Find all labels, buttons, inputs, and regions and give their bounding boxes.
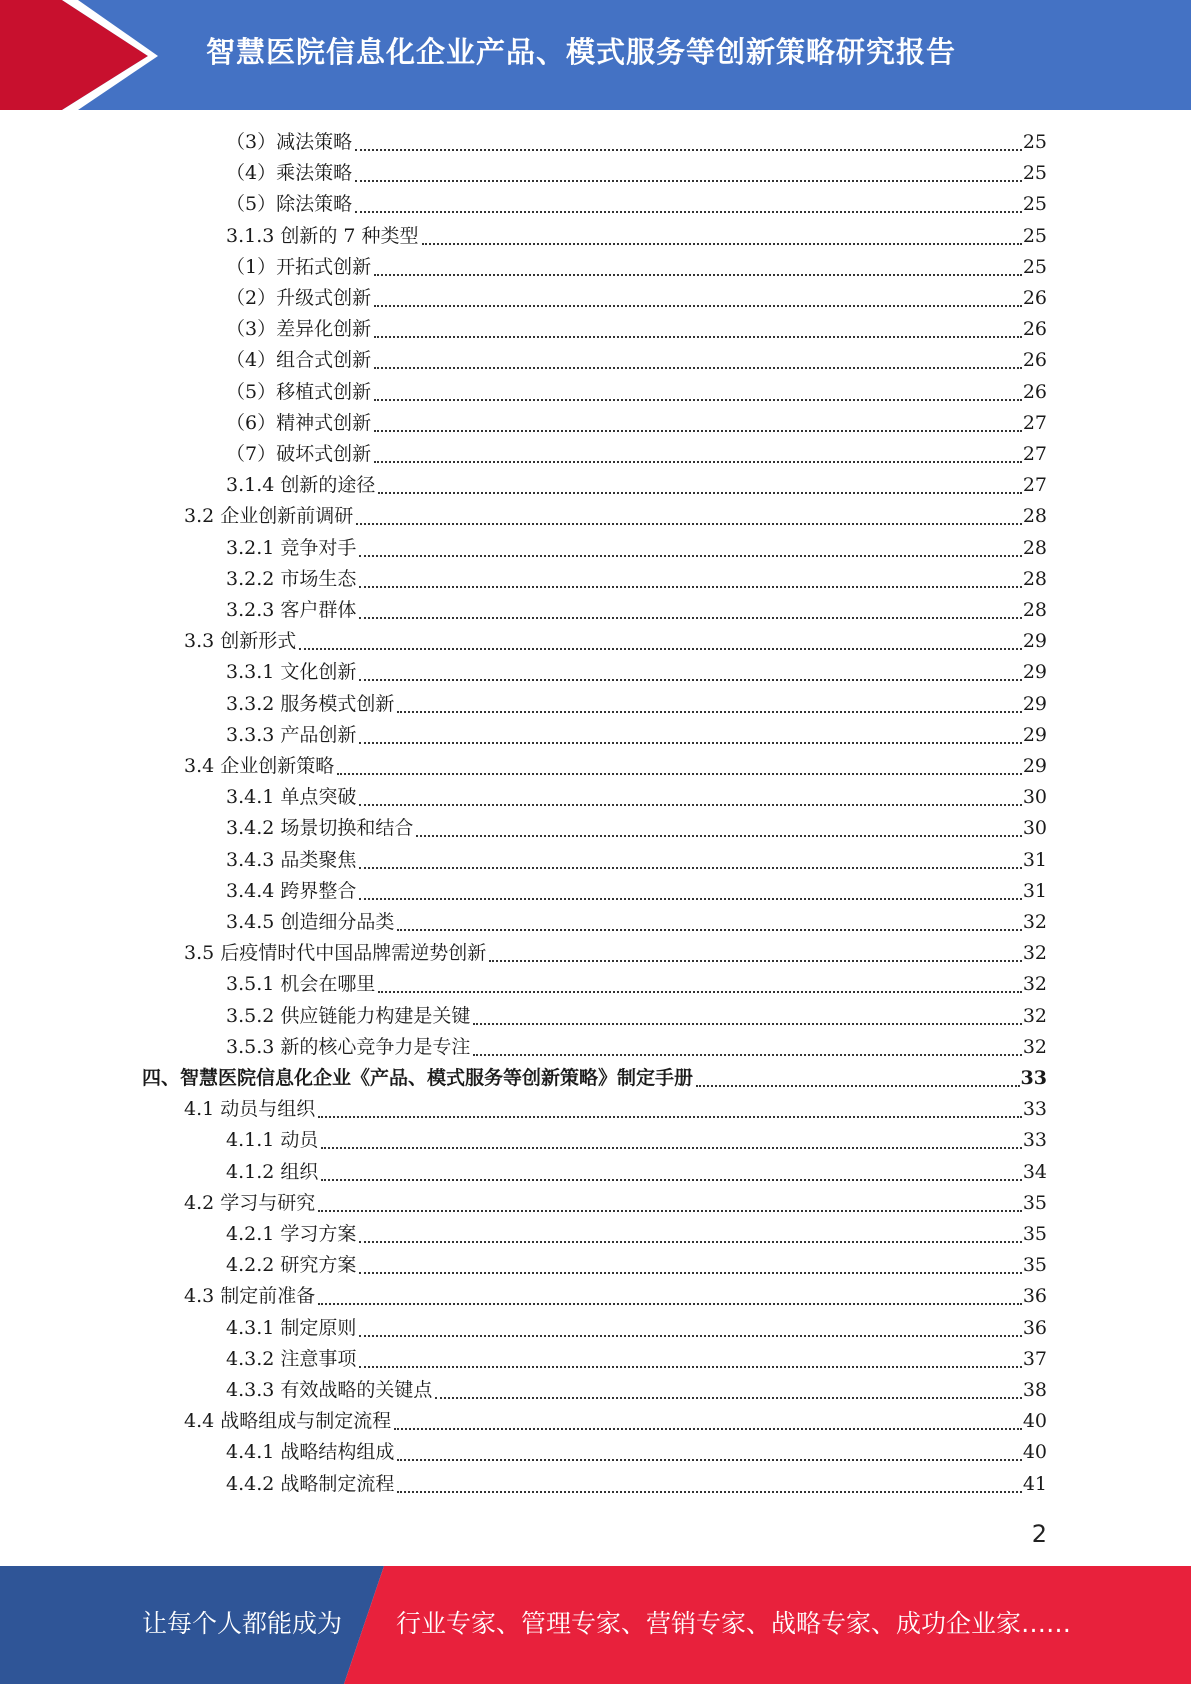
toc-entry-label: 3.5.2 供应链能力构建是关键 bbox=[226, 1004, 471, 1027]
toc-entry-label: 3.4.5 创造细分品类 bbox=[226, 911, 395, 933]
toc-entry-page: 30 bbox=[1022, 786, 1047, 809]
toc-entry[interactable] bbox=[184, 751, 1047, 782]
toc-dot-leader bbox=[422, 242, 1022, 245]
toc-entry[interactable] bbox=[226, 377, 1047, 408]
toc-dot-leader bbox=[416, 834, 1021, 837]
toc-entry-label: 3.4.3 品类聚焦 bbox=[226, 848, 357, 871]
toc-entry-label: 3.2.2 市场生态 bbox=[226, 567, 357, 590]
toc-entry-label: （3）差异化创新 bbox=[226, 318, 372, 341]
toc-entry-page: 29 bbox=[1022, 692, 1047, 715]
toc-entry-label: 3.2.3 客户群体 bbox=[226, 599, 357, 621]
toc-dot-leader bbox=[359, 554, 1021, 557]
toc-entry-label: 4.1.2 组织 bbox=[226, 1160, 319, 1183]
toc-entry-label: 4.4.1 战略结构组成 bbox=[226, 1441, 395, 1464]
toc-entry-label: （3）减法策略 bbox=[226, 131, 353, 153]
toc-entry-page: 31 bbox=[1022, 848, 1047, 871]
toc-entry-label: （5）除法策略 bbox=[226, 193, 353, 216]
toc-entry[interactable] bbox=[184, 938, 1047, 969]
toc-dot-leader bbox=[473, 1022, 1021, 1025]
toc-entry[interactable] bbox=[226, 127, 1047, 158]
toc-entry[interactable] bbox=[226, 221, 1047, 252]
toc-entry-label: 3.5.1 机会在哪里 bbox=[226, 973, 376, 996]
toc-entry[interactable] bbox=[226, 189, 1047, 220]
toc-dot-leader bbox=[359, 741, 1021, 744]
toc-dot-leader bbox=[318, 1209, 1022, 1212]
toc-entry[interactable] bbox=[226, 533, 1047, 564]
toc-dot-leader bbox=[355, 210, 1022, 213]
toc-entry-page: 32 bbox=[1022, 942, 1047, 965]
page-header bbox=[0, 0, 1191, 110]
toc-entry-page: 32 bbox=[1022, 1035, 1047, 1058]
toc-entry-label: 4.4.2 战略制定流程 bbox=[226, 1472, 395, 1495]
toc-entry-page: 25 bbox=[1022, 162, 1047, 185]
toc-entry[interactable] bbox=[226, 1157, 1047, 1188]
toc-dot-leader bbox=[397, 710, 1021, 713]
toc-dot-leader bbox=[359, 803, 1021, 806]
toc-entry-label: 4.3 制定前准备 bbox=[184, 1285, 316, 1308]
toc-entry[interactable] bbox=[226, 595, 1047, 626]
toc-entry-label: 3.1.4 创新的途径 bbox=[226, 474, 376, 497]
toc-entry-label: 4.2.2 研究方案 bbox=[226, 1254, 357, 1277]
toc-dot-leader bbox=[359, 678, 1021, 681]
toc-entry[interactable] bbox=[226, 283, 1047, 314]
toc-dot-leader bbox=[337, 772, 1022, 775]
toc-entry-page: 40 bbox=[1022, 1441, 1047, 1464]
toc-entry-page: 32 bbox=[1022, 911, 1047, 933]
toc-dot-leader bbox=[359, 1271, 1021, 1274]
toc-entry[interactable] bbox=[226, 1313, 1047, 1344]
toc-entry-page: 29 bbox=[1022, 630, 1047, 653]
toc-entry-label: 3.2 企业创新前调研 bbox=[184, 505, 354, 528]
toc-entry-label: 3.3 创新形式 bbox=[184, 630, 297, 653]
toc-entry-label: 四、智慧医院信息化企业《产品、模式服务等创新策略》制定手册 bbox=[142, 1067, 694, 1089]
toc-entry-label: 3.3.2 服务模式创新 bbox=[226, 692, 395, 715]
toc-dot-leader bbox=[696, 1084, 1020, 1087]
toc-dot-leader bbox=[359, 897, 1021, 900]
toc-entry-page: 26 bbox=[1022, 380, 1047, 403]
toc-entry-label: 3.3.1 文化创新 bbox=[226, 661, 357, 684]
toc-entry-page: 29 bbox=[1022, 723, 1047, 746]
toc-entry-page: 36 bbox=[1022, 1285, 1047, 1308]
toc-entry-label: 4.2.1 学习方案 bbox=[226, 1223, 357, 1245]
toc-entry-label: 4.2 学习与研究 bbox=[184, 1191, 316, 1214]
toc-entry-label: 3.3.3 产品创新 bbox=[226, 723, 357, 746]
toc-entry[interactable] bbox=[226, 907, 1047, 938]
toc-entry-label: （7）破坏式创新 bbox=[226, 443, 372, 465]
toc-entry[interactable] bbox=[226, 408, 1047, 439]
toc-entry-label: （6）精神式创新 bbox=[226, 411, 372, 434]
toc-entry-page: 25 bbox=[1022, 131, 1047, 153]
toc-entry-label: 3.4.2 场景切换和结合 bbox=[226, 817, 414, 840]
toc-entry-page: 25 bbox=[1022, 224, 1047, 247]
toc-entry-page: 32 bbox=[1022, 973, 1047, 996]
footer-slogan-right: 行业专家、管理专家、营销专家、战略专家、成功企业家…… bbox=[396, 1609, 1072, 1638]
toc-entry[interactable] bbox=[226, 845, 1047, 876]
toc-dot-leader bbox=[299, 647, 1022, 650]
toc-dot-leader bbox=[318, 1302, 1022, 1305]
toc-entry-label: 4.1.1 动员 bbox=[226, 1129, 319, 1152]
toc-entry-page: 38 bbox=[1022, 1379, 1047, 1401]
footer-slogan-left: 让每个人都能成为 bbox=[142, 1609, 343, 1638]
toc-entry[interactable] bbox=[226, 720, 1047, 751]
toc-entry[interactable] bbox=[226, 1469, 1047, 1500]
toc-entry-page: 40 bbox=[1022, 1410, 1047, 1433]
toc-entry-label: 4.3.3 有效战略的关键点 bbox=[226, 1379, 433, 1401]
toc-entry-label: 3.2.1 竞争对手 bbox=[226, 536, 357, 559]
toc-dot-leader bbox=[374, 398, 1022, 401]
page-footer bbox=[0, 1566, 1191, 1684]
toc-dot-leader bbox=[321, 1146, 1021, 1149]
toc-dot-leader bbox=[374, 273, 1022, 276]
toc-entry-page: 28 bbox=[1022, 567, 1047, 590]
toc-entry-page: 28 bbox=[1022, 505, 1047, 528]
toc-entry-page: 27 bbox=[1022, 443, 1047, 465]
toc-dot-leader bbox=[397, 1458, 1021, 1461]
toc-entry-label: 4.3.2 注意事项 bbox=[226, 1347, 357, 1370]
toc-entry-page: 35 bbox=[1022, 1223, 1047, 1245]
toc-entry[interactable] bbox=[184, 1188, 1047, 1219]
toc-entry-label: 3.4.4 跨界整合 bbox=[226, 879, 357, 902]
toc-entry[interactable] bbox=[184, 626, 1047, 657]
document-title: 智慧医院信息化企业产品、模式服务等创新策略研究报告 bbox=[206, 35, 957, 69]
toc-entry-page: 29 bbox=[1022, 661, 1047, 684]
toc-entry[interactable] bbox=[184, 1094, 1047, 1125]
toc-entry-label: （2）升级式创新 bbox=[226, 287, 372, 309]
toc-entry[interactable] bbox=[184, 1406, 1047, 1437]
toc-dot-leader bbox=[489, 959, 1022, 962]
toc-entry-page: 33 bbox=[1022, 1098, 1047, 1121]
toc-dot-leader bbox=[374, 304, 1022, 307]
toc-dot-leader bbox=[397, 928, 1021, 931]
toc-entry-page: 33 bbox=[1020, 1067, 1047, 1089]
toc-dot-leader bbox=[359, 1334, 1021, 1337]
toc-entry[interactable] bbox=[226, 564, 1047, 595]
toc-entry-page: 34 bbox=[1022, 1160, 1047, 1183]
toc-entry[interactable] bbox=[226, 158, 1047, 189]
toc-entry[interactable] bbox=[226, 314, 1047, 345]
toc-dot-leader bbox=[378, 491, 1021, 494]
toc-entry-page: 28 bbox=[1022, 599, 1047, 621]
toc-entry-page: 36 bbox=[1022, 1316, 1047, 1339]
toc-entry[interactable] bbox=[226, 1344, 1047, 1375]
toc-entry-page: 37 bbox=[1022, 1347, 1047, 1370]
toc-entry[interactable] bbox=[226, 1001, 1047, 1032]
toc-entry-label: （4）乘法策略 bbox=[226, 162, 353, 185]
toc-dot-leader bbox=[473, 1053, 1021, 1056]
toc-entry-label: 4.1 动员与组织 bbox=[184, 1098, 316, 1121]
page-number: 2 bbox=[1031, 1520, 1047, 1548]
toc-entry-page: 35 bbox=[1022, 1191, 1047, 1214]
toc-entry[interactable] bbox=[226, 813, 1047, 844]
toc-entry[interactable] bbox=[142, 1063, 1047, 1094]
toc-dot-leader bbox=[374, 366, 1022, 369]
toc-dot-leader bbox=[359, 1240, 1021, 1243]
toc-entry-page: 26 bbox=[1022, 318, 1047, 341]
toc-entry-page: 27 bbox=[1022, 474, 1047, 497]
toc-entry-label: 4.3.1 制定原则 bbox=[226, 1316, 357, 1339]
toc-dot-leader bbox=[359, 866, 1021, 869]
toc-entry[interactable] bbox=[226, 439, 1047, 470]
toc-entry-page: 25 bbox=[1022, 193, 1047, 216]
toc-dot-leader bbox=[356, 522, 1022, 525]
toc-dot-leader bbox=[397, 1490, 1021, 1493]
toc-entry[interactable] bbox=[226, 1032, 1047, 1063]
toc-dot-leader bbox=[359, 616, 1021, 619]
toc-entry-label: （1）开拓式创新 bbox=[226, 255, 372, 278]
toc-dot-leader bbox=[374, 460, 1022, 463]
toc-entry-page: 27 bbox=[1022, 411, 1047, 434]
toc-entry[interactable] bbox=[226, 1125, 1047, 1156]
toc-entry-page: 28 bbox=[1022, 536, 1047, 559]
toc-dot-leader bbox=[394, 1427, 1022, 1430]
toc-entry[interactable] bbox=[226, 1375, 1047, 1406]
toc-entry[interactable] bbox=[226, 657, 1047, 688]
toc-dot-leader bbox=[355, 148, 1022, 151]
toc-entry[interactable] bbox=[226, 782, 1047, 813]
toc-dot-leader bbox=[359, 585, 1021, 588]
toc-dot-leader bbox=[435, 1396, 1021, 1399]
toc-entry[interactable] bbox=[226, 876, 1047, 907]
toc-entry-page: 26 bbox=[1022, 349, 1047, 372]
toc-entry-page: 30 bbox=[1022, 817, 1047, 840]
toc-entry[interactable] bbox=[226, 1219, 1047, 1250]
toc-entry[interactable] bbox=[226, 252, 1047, 283]
toc-entry-page: 33 bbox=[1022, 1129, 1047, 1152]
toc-dot-leader bbox=[318, 1115, 1022, 1118]
toc-dot-leader bbox=[321, 1178, 1021, 1181]
toc-entry-label: 3.4.1 单点突破 bbox=[226, 786, 357, 809]
toc-entry[interactable] bbox=[226, 1437, 1047, 1468]
toc-dot-leader bbox=[359, 1365, 1021, 1368]
toc-entry-page: 26 bbox=[1022, 287, 1047, 309]
toc-entry-page: 31 bbox=[1022, 879, 1047, 902]
toc-entry[interactable] bbox=[226, 345, 1047, 376]
toc-entry[interactable] bbox=[184, 501, 1047, 532]
toc-entry-page: 29 bbox=[1022, 755, 1047, 777]
toc-entry-page: 41 bbox=[1022, 1472, 1047, 1495]
toc-entry-label: 3.5 后疫情时代中国品牌需逆势创新 bbox=[184, 942, 487, 965]
toc-entry-label: 4.4 战略组成与制定流程 bbox=[184, 1410, 392, 1433]
toc-entry[interactable] bbox=[226, 470, 1047, 501]
toc-dot-leader bbox=[378, 990, 1021, 993]
toc-entry-label: （4）组合式创新 bbox=[226, 349, 372, 372]
toc-entry[interactable] bbox=[226, 969, 1047, 1000]
toc-entry[interactable] bbox=[226, 689, 1047, 720]
toc-entry-label: 3.1.3 创新的 7 种类型 bbox=[226, 224, 419, 247]
toc-entry-page: 25 bbox=[1022, 255, 1047, 278]
toc-entry-label: 3.4 企业创新策略 bbox=[184, 755, 335, 777]
toc-entry-label: （5）移植式创新 bbox=[226, 380, 372, 403]
toc-entry[interactable] bbox=[184, 1281, 1047, 1312]
toc-dot-leader bbox=[355, 179, 1022, 182]
toc-entry-page: 32 bbox=[1022, 1004, 1047, 1027]
toc-entry[interactable] bbox=[226, 1250, 1047, 1281]
toc-dot-leader bbox=[374, 335, 1022, 338]
toc-entry-label: 3.5.3 新的核心竞争力是专注 bbox=[226, 1035, 471, 1058]
toc-entry-page: 35 bbox=[1022, 1254, 1047, 1277]
toc-dot-leader bbox=[374, 429, 1022, 432]
